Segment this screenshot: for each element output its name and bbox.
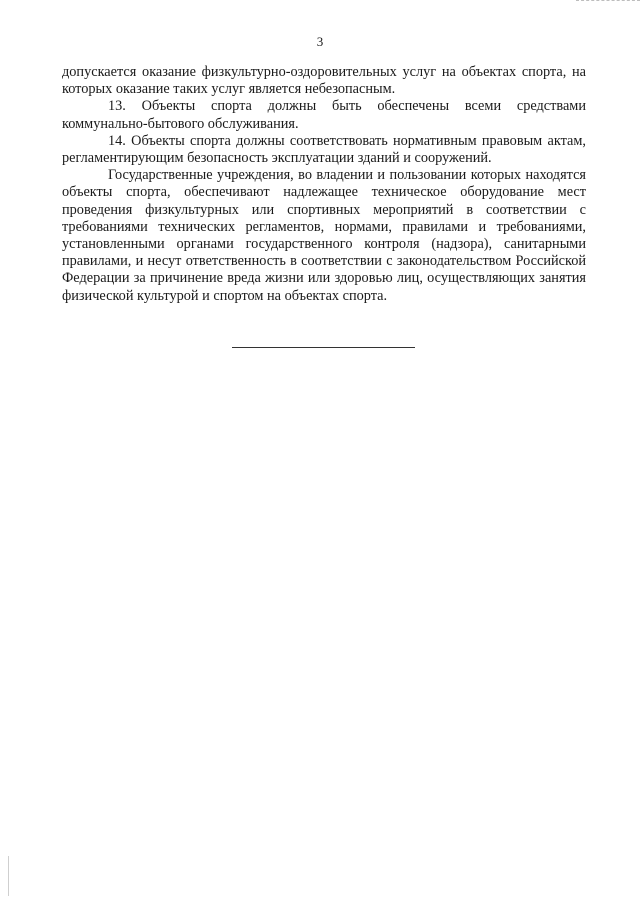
page-number: 3 — [316, 34, 324, 49]
document-body — [62, 64, 586, 305]
paragraph-state-institutions: Государственные учреждения, во владении и пользовании которых находятся объекты спорта, обеспечивают надлежащее техническое оборудование мест проведения физкультурных или спортивных мероприятий в соответствии с требованиями технических регламентов, нормами, правилами и требованиями, установленными органами государственного контроля (надзора), санитарными правилами, и несут ответственность в соответствии с законодательством Российской Федерации за причинение вреда жизни или здоровью лиц, осуществляющих занятия физической культурой и спортом на объектах спорта. — [62, 167, 586, 304]
paragraph-item-14: 14. Объекты спорта должны соответствовать нормативным правовым актам, регламентирующим безопасность эксплуатации зданий и сооружений. — [62, 132, 586, 167]
paragraph-item-13: 13. Объекты спорта должны быть обеспечены всеми средствами коммунально-бытового обслуживания. — [62, 98, 586, 132]
paragraph-continuation: допускается оказание физкультурно-оздоровительных услуг на объектах спорта, на которых оказание таких услуг является небезопасным. — [62, 64, 586, 98]
scan-edge-mark-left — [8, 856, 9, 896]
scan-edge-mark — [576, 0, 640, 3]
end-divider-line — [232, 347, 415, 348]
